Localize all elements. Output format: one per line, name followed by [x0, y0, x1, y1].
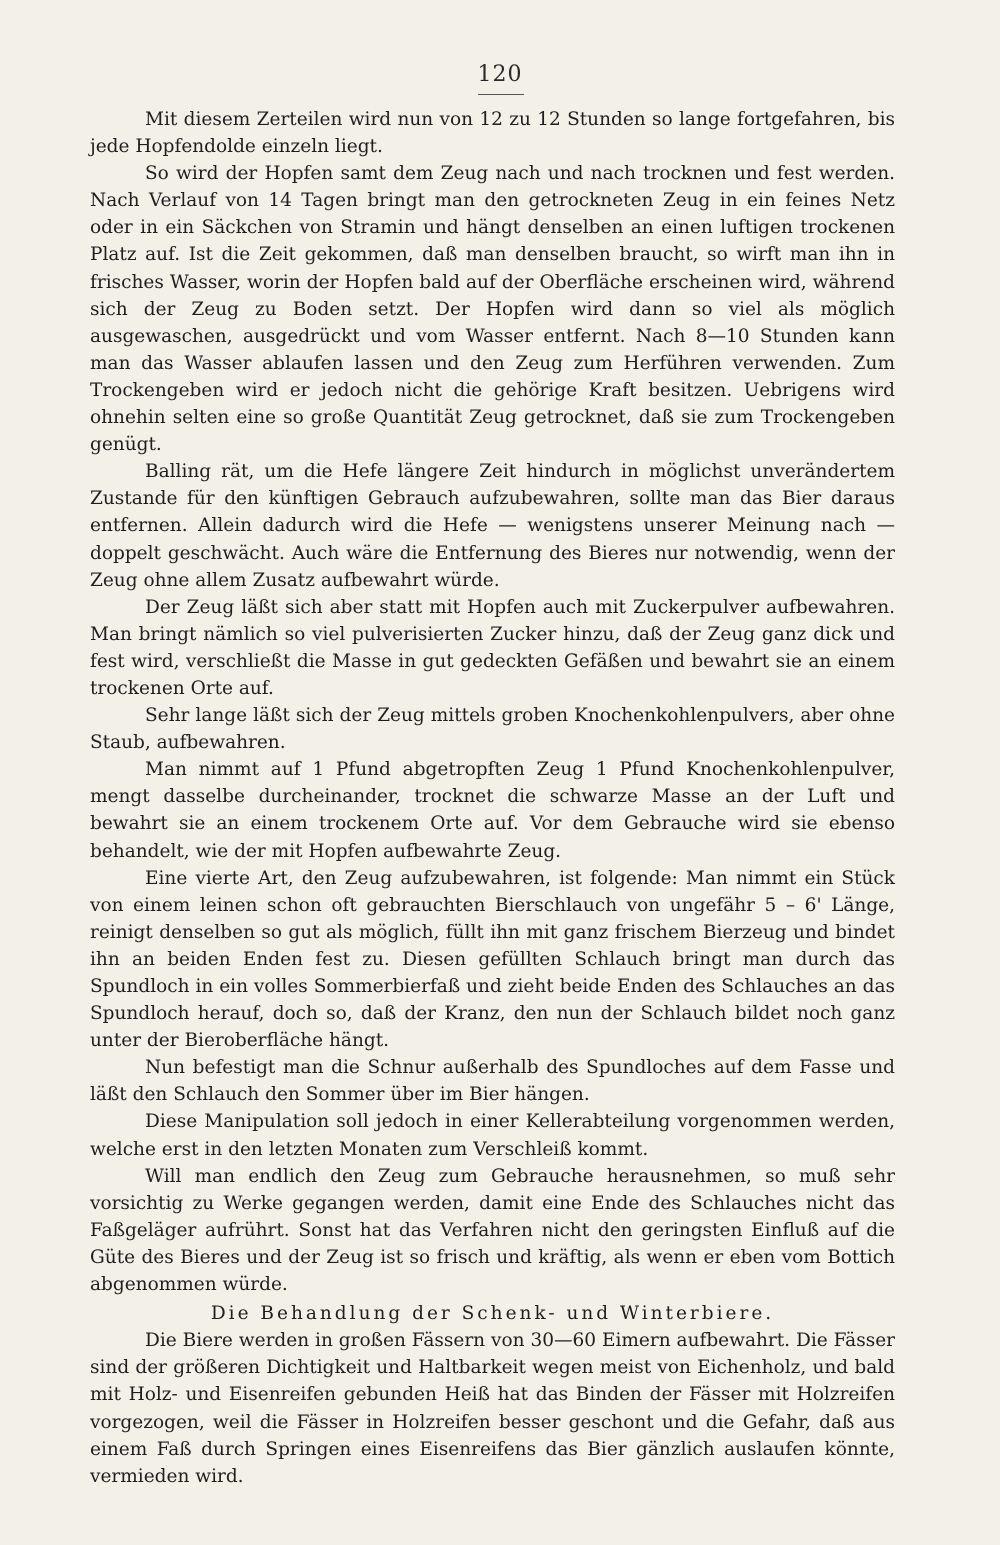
paragraph: Der Zeug läßt sich aber statt mit Hopfen auch mit Zuckerpulver aufbewahren. Man bringt nämlich so viel pulverisierten Zucker hinzu, daß der Zeug ganz dick und fest wird, verschließt die Masse in gut gedeckten Gefäßen und bewahrt sie an einem trockenen Orte auf.: [90, 596, 895, 699]
paragraph: So wird der Hopfen samt dem Zeug nach und nach trocknen und fest werden. Nach Verlauf von 14 Tagen bringt man den getrockneten Zeug in ein feines Netz oder in ein Säckchen von Stramin und hängt denselben an einen luftigen trockenen Platz auf. Ist die Zeit gekommen, daß man denselben braucht, so wirft man ihn in frisches Wasser, worin der Hopfen bald auf der Oberfläche erscheinen wird, während sich der Zeug zu Boden setzt. Der Hopfen wird dann so viel als möglich ausgewaschen, ausgedrückt und vom Wasser entfernt. Nach 8—10 Stunden kann man das Wasser ablaufen lassen und den Zeug zum Herführen verwenden. Zum Trockengeben wird er jedoch nicht die gehörige Kraft besitzen. Uebrigens wird ohnehin selten eine so große Quantität Zeug getrocknet, daß sie zum Trockengeben genügt.: [90, 163, 895, 456]
paragraph: Will man endlich den Zeug zum Gebrauche herausnehmen, so muß sehr vorsichtig zu Werke gegangen werden, damit eine Ende des Schlauches nicht das Faßgeläger aufrührt. Sonst hat das Verfahren nicht den geringsten Einfluß auf die Güte des Bieres und der Zeug ist so frisch und kräftig, als wenn er eben vom Bottich abgenommen würde.: [90, 1165, 895, 1296]
page-number: 120: [477, 62, 523, 87]
section-heading: Die Behandlung der Schenk- und Winterbiere.: [210, 1303, 775, 1325]
page-number-rule: [478, 94, 524, 95]
paragraph: Balling rät, um die Hefe längere Zeit hindurch in möglichst unverändertem Zustande für den künftigen Gebrauch aufzubewahren, sollte man das Bier daraus entfernen. Allein dadurch wird die Hefe — wenigstens unserer Meinung nach — doppelt geschwächt. Auch wäre die Entfernung des Bieres nur notwendig, wenn der Zeug ohne allem Zusatz aufbewahrt würde.: [90, 461, 895, 591]
paragraph: Mit diesem Zerteilen wird nun von 12 zu 12 Stunden so lange fortgefahren, bis jede Hopfendolde einzeln liegt.: [90, 109, 895, 158]
paragraph: Sehr lange läßt sich der Zeug mittels groben Knochenkohlenpulvers, aber ohne Staub, aufbewahren.: [90, 705, 895, 754]
paragraph: Die Biere werden in großen Fässern von 30—60 Eimern aufbewahrt. Die Fässer sind der größeren Dichtigkeit und Haltbarkeit wegen meist von Eichenholz, und bald mit Holz- und Eisenreifen gebunden Heiß hat das Binden der Fässer mit Holzreifen vorgezogen, weil die Fässer in Holzreifen besser geschont und die Gefahr, daß aus einem Faß durch Springen eines Eisenreifens das Bier gänzlich auslaufen könnte, vermieden wird.: [90, 1330, 895, 1487]
paragraph: Man nimmt auf 1 Pfund abgetropften Zeug 1 Pfund Knochenkohlenpulver, mengt dasselbe durcheinander, trocknet die schwarze Masse an der Luft und bewahrt sie an einem trockenem Orte auf. Vor dem Gebrauche wird sie ebenso behandelt, wie der mit Hopfen aufbewahrte Zeug.: [90, 759, 895, 862]
paragraph: Nun befestigt man die Schnur außerhalb des Spundloches auf dem Fasse und läßt den Schlauch den Sommer über im Bier hängen.: [90, 1057, 895, 1106]
paragraph: Diese Manipulation soll jedoch in einer Kellerabteilung vorgenommen werden, welche erst in den letzten Monaten zum Verschleiß kommt.: [90, 1111, 895, 1160]
paragraph: Eine vierte Art, den Zeug aufzubewahren, ist folgende: Man nimmt ein Stück von einem leinen schon oft gebrauchten Bierschlauch von ungefähr 5 – 6' Länge, reinigt denselben so gut als möglich, füllt ihn mit ganz frischem Bierzeug und bindet ihn an beiden Enden fest zu. Diesen gefüllten Schlauch bringt man durch das Spundloch in ein volles Sommerbierfaß und zieht beide Enden des Schlauches an das Spundloch herauf, doch so, daß der Kranz, den nun der Schlauch bildet noch ganz unter der Bieroberfläche hängt.: [90, 867, 895, 1052]
body-text: [90, 106, 895, 1490]
